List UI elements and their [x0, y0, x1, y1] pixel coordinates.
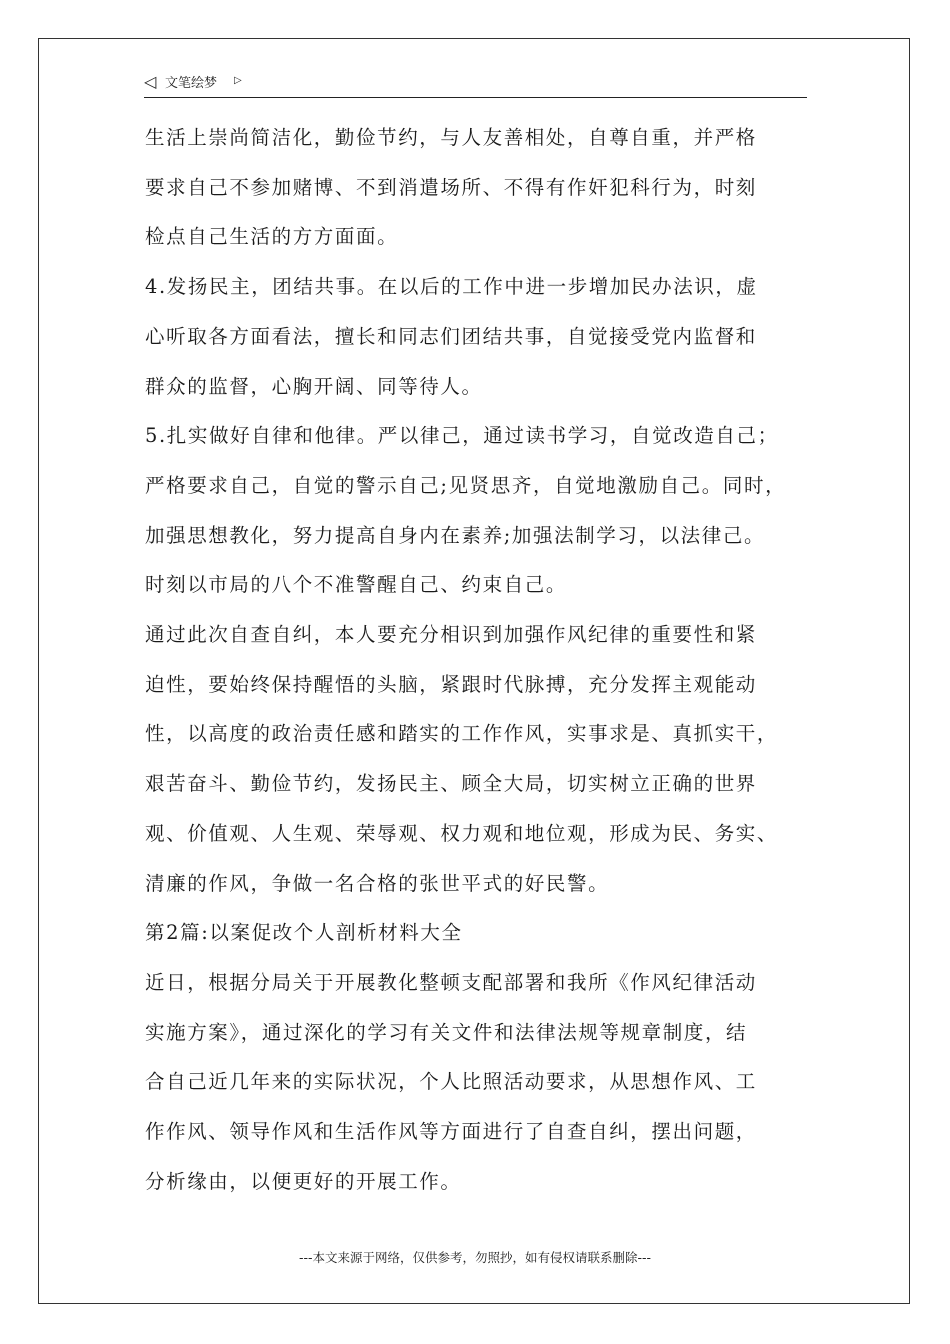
- text-line: 群众的监督，心胸开阔、同等待人。: [145, 374, 483, 398]
- text-line: 近日，根据分局关于开展教化整顿支配部署和我所《作风纪律活动: [145, 970, 757, 994]
- text-line: 合自己近几年来的实际状况，个人比照活动要求，从思想作风、工: [145, 1070, 757, 1094]
- text-line: 检点自己生活的方方面面。: [145, 225, 399, 249]
- text-line: 作作风、领导作风和生活作风等方面进行了自查自纠，摆出问题，: [145, 1120, 757, 1143]
- right-triangle-icon: ▷: [234, 75, 242, 86]
- page-header: [144, 70, 807, 98]
- text-line: 心听取各方面看法，擅长和同志们团结共事，自觉接受党内监督和: [145, 324, 757, 348]
- text-line: 加强思想教化，努力提高自身内在素养;加强法制学习，以法律己。: [145, 523, 766, 547]
- section-heading: 第2篇:以案促改个人剖析材料大全: [145, 921, 463, 945]
- text-line: 分析缘由，以便更好的开展工作。: [145, 1169, 462, 1193]
- text-line: 性，以高度的政治责任感和踏实的工作作风，实事求是、真抓实干，: [145, 722, 779, 746]
- text-line: 通过此次自查自纠，本人要充分相识到加强作风纪律的重要性和紧: [145, 623, 757, 646]
- text-line: 4.发扬民主，团结共事。在以后的工作中进一步增加民办法识，虚: [145, 275, 758, 299]
- text-line: 艰苦奋斗、勤俭节约，发扬民主、顾全大局，切实树立正确的世界: [145, 772, 757, 796]
- text-line: 生活上崇尚简洁化，勤俭节约，与人友善相处，自尊自重，并严格: [145, 126, 757, 149]
- text-line: 时刻以市局的八个不准警醒自己、约束自己。: [145, 573, 568, 597]
- text-line: 5.扎实做好自律和他律。严以律己，通过读书学习，自觉改造自己；: [145, 424, 779, 448]
- text-line: 清廉的作风，争做一名合格的张世平式的好民警。: [145, 871, 610, 895]
- text-line: 观、价值观、人生观、荣辱观、权力观和地位观，形成为民、务实、: [145, 821, 779, 845]
- footer-disclaimer: ---本文来源于网络，仅供参考，勿照抄，如有侵权请联系删除---: [298, 1250, 652, 1265]
- text-line: 实施方案》，通过深化的学习有关文件和法律法规等规章制度，结: [145, 1020, 748, 1044]
- text-line: 迫性，要始终保持醒悟的头脑，紧跟时代脉搏，充分发挥主观能动: [145, 672, 757, 696]
- text-line: 要求自己不参加赌博、不到消遣场所、不得有作奸犯科行为，时刻: [145, 175, 757, 199]
- header-brand: 文笔绘梦: [165, 76, 218, 91]
- left-triangle-icon: ◁: [144, 72, 157, 91]
- text-line: 严格要求自己，自觉的警示自己;见贤思齐，自觉地激励自己。同时，: [145, 473, 787, 497]
